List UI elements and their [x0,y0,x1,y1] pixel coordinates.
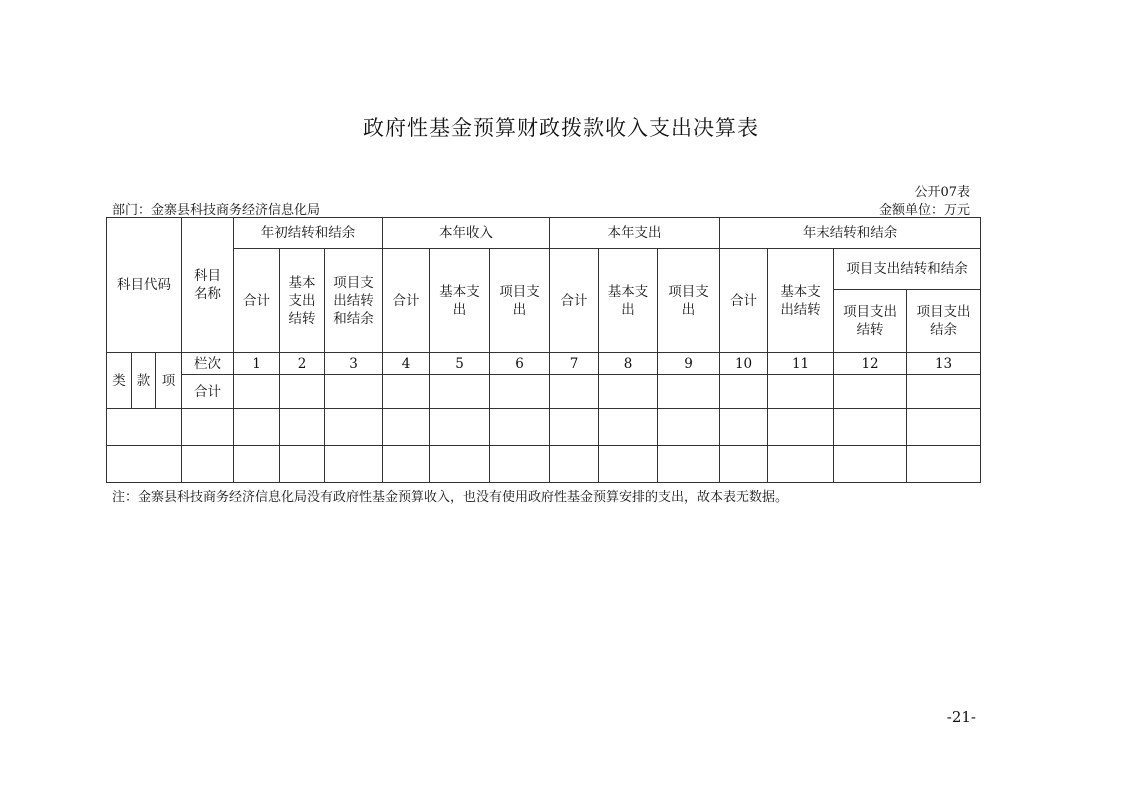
col-number: 13 [907,353,981,375]
group-income: 本年收入 [383,218,550,249]
closing-project-carry-header: 项目支出结转 [834,290,907,353]
table-cell [550,375,599,409]
table-cell [720,375,768,409]
budget-table [106,217,981,483]
col-number: 7 [550,353,599,375]
unit-label: 金额单位：万元 [878,203,970,218]
table-cell [107,409,182,446]
group-opening-balance: 年初结转和结余 [234,218,383,249]
expenditure-basic-header: 基本支出 [599,249,658,353]
col-number: 11 [768,353,834,375]
table-cell [430,375,490,409]
col-number: 10 [720,353,768,375]
expenditure-total-header: 合计 [550,249,599,353]
col-number: 1 [234,353,280,375]
table-cell [107,446,182,483]
code-part-item: 项 [156,353,182,409]
subject-code-header: 科目代码 [107,218,182,353]
table-cell [720,446,768,483]
table-cell [768,446,834,483]
table-cell [599,409,658,446]
table-cell [430,446,490,483]
table-cell [383,446,430,483]
table-cell [325,409,383,446]
table-cell [768,375,834,409]
table-cell [768,409,834,446]
col-number: 8 [599,353,658,375]
closing-basic-carry-header: 基本支出结转 [768,249,834,353]
table-cell [834,375,907,409]
table-cell [550,446,599,483]
code-part-section: 款 [132,353,156,409]
table-cell [280,409,325,446]
table-cell [907,409,981,446]
group-expenditure: 本年支出 [550,218,720,249]
col-number: 4 [383,353,430,375]
col-number: 2 [280,353,325,375]
table-cell [234,446,280,483]
group-closing-balance: 年末结转和结余 [720,218,981,249]
department-label: 部门：金寨县科技商务经济信息化局 [112,203,321,218]
page-number: -21- [946,708,976,726]
table-cell [550,409,599,446]
table-cell [599,375,658,409]
opening-total-header: 合计 [234,249,280,353]
table-cell [907,446,981,483]
table-cell [490,375,550,409]
table-cell [834,446,907,483]
table-cell [182,409,234,446]
table-cell [720,409,768,446]
table-row [107,409,981,446]
table-cell [325,446,383,483]
table-cell [599,446,658,483]
page-title: 政府性基金预算财政拨款收入支出决算表 [363,116,759,140]
closing-project-group-header: 项目支出结转和结余 [834,249,981,290]
footnote: 注：金寨县科技商务经济信息化局没有政府性基金预算收入，也没有使用政府性基金预算安排的支出，故本表无数据。 [112,490,789,505]
col-number: 3 [325,353,383,375]
table-row [107,446,981,483]
header-row-2 [107,249,981,290]
income-total-header: 合计 [383,249,430,353]
table-cell [325,375,383,409]
opening-basic-carry-header: 基本支出结转 [280,249,325,353]
table-cell [383,409,430,446]
column-index-label: 栏次 [182,353,234,375]
table-cell [430,409,490,446]
header-row-1 [107,218,981,249]
form-id: 公开07表 [914,185,970,200]
table-cell [234,409,280,446]
col-number: 9 [658,353,720,375]
table-cell [658,409,720,446]
expenditure-project-header: 项目支出 [658,249,720,353]
table-cell [834,409,907,446]
income-basic-header: 基本支出 [430,249,490,353]
table-cell [490,409,550,446]
opening-project-carry-balance-header: 项目支出结转和结余 [325,249,383,353]
code-part-category: 类 [107,353,132,409]
total-row [107,375,981,409]
closing-project-balance-header: 项目支出结余 [907,290,981,353]
table-cell [234,375,280,409]
total-row-label: 合计 [182,375,234,409]
closing-total-header: 合计 [720,249,768,353]
col-number: 5 [430,353,490,375]
table-cell [490,446,550,483]
table-cell [280,375,325,409]
table-cell [658,375,720,409]
table-cell [907,375,981,409]
col-number: 6 [490,353,550,375]
subject-name-header: 科目名称 [182,218,234,353]
table-cell [280,446,325,483]
table-cell [658,446,720,483]
table-cell [182,446,234,483]
table-cell [383,375,430,409]
income-project-header: 项目支出 [490,249,550,353]
column-index-row [107,353,981,375]
col-number: 12 [834,353,907,375]
